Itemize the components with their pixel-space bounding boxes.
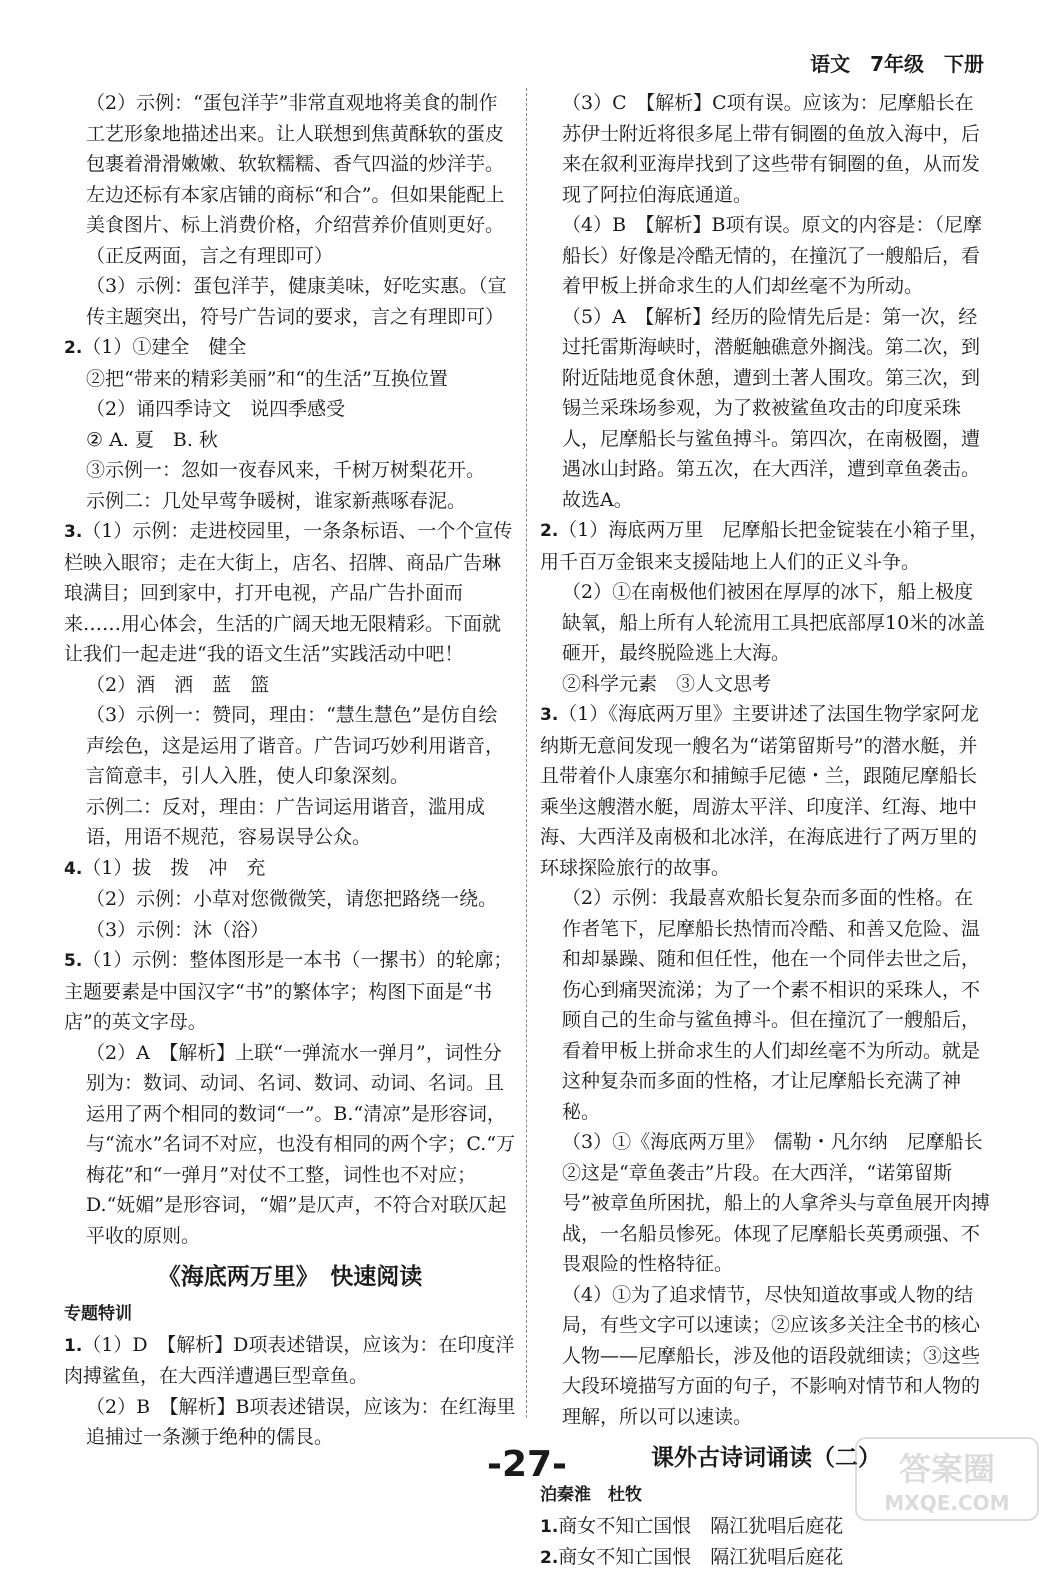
answer-text: （3）示例：沐（浴） — [86, 918, 270, 941]
answer-text: （1）D 【解析】D项表述错误，应该为：在印度洋肉搏鲨鱼，在大西洋遭遇巨型章鱼。 — [64, 1333, 515, 1387]
answer-text: （3）示例一：赞同，理由：“慧生慧色”是仿自绘声绘色，这是运用了谐音。广告词巧妙利用谐音，言简意丰，引人入胜，使人印象深刻。 — [86, 704, 505, 787]
answer-text: （1）《海底两万里》主要讲述了法国生物学家阿龙纳斯无意间发现一艘名为“诺第留斯号”的潜水艇，并且带着仆人康塞尔和捕鲸手尼德・兰，跟随尼摩船长乘坐这艘潜水艇，周游太平洋、印度洋、红海、地中海、大西洋及南极和北冰洋，在海底进行了两万里的环球探险旅行的故事。 — [540, 703, 979, 879]
answer-text: ② A. 夏 B. 秋 — [86, 428, 218, 451]
answer-paragraph — [540, 883, 992, 1127]
answer-paragraph — [540, 1280, 992, 1433]
answer-paragraph — [64, 455, 516, 486]
right-column — [540, 88, 992, 1574]
answer-text: 示例二：反对，理由：广告词运用谐音，滥用成语，用语不规范，容易误导公众。 — [86, 795, 486, 848]
svg-text:MXQE.COM: MXQE.COM — [884, 1491, 1010, 1515]
answer-text: （4）B 【解析】B项有误。原文的内容是：（尼摩船长）好像是冷酷无情的，在撞沉了一艘船后，看着甲板上拼命求生的人们却丝毫不为所动。 — [562, 214, 983, 297]
section-title: 《海底两万里》 快速阅读 — [157, 1264, 423, 1290]
answer-paragraph — [540, 1127, 992, 1158]
question-item — [64, 853, 516, 885]
answer-text: （1）示例：整体图形是一本书（一摞书）的轮廓；主题要素是中国汉字“书”的繁体字；构图下面是“书店”的英文字母。 — [64, 949, 513, 1033]
watermark-logo — [854, 1436, 1040, 1522]
answer-text: ③示例一：忽如一夜春风来，千树万树梨花开。 — [86, 459, 486, 481]
answer-text: （1）海底两万里 尼摩船长把金锭装在小箱子里，用千百万金银来支援陆地上人们的正义斗争。 — [540, 519, 989, 573]
answer-text: （1）①建全 健全 — [82, 336, 247, 358]
question-item — [540, 699, 992, 883]
answer-text: （2）B 【解析】B项表述错误，应该为：在红海里追捕过一条濒于绝种的儒艮。 — [86, 1395, 516, 1448]
answer-text: （2）示例：“蛋包洋芋”非常直观地将美食的制作工艺形象地描述出来。让人联想到焦黄酥软的蛋皮包裹着滑滑嫩嫩、软软糯糯、香气四溢的炒洋芋。左边还标有本家店铺的商标“和合”。但如果能配上美食图片、标上消费价格，介绍营养价值则更好。（正反两面，言之有理即可） — [86, 92, 505, 267]
answer-paragraph — [540, 669, 992, 700]
question-item — [540, 515, 992, 577]
question-number: 5. — [64, 951, 83, 971]
answer-paragraph — [64, 88, 516, 271]
question-number: 1. — [540, 1516, 559, 1537]
answer-text: （4）①为了追求情节，尽快知道故事或人物的结局，有些文字可以速读；②应该多关注全书的核心人物——尼摩船长，涉及他的语段就细读；③这些大段环境描写方面的句子，不影响对情节和人物的理解，所以可以速读。 — [562, 1283, 981, 1428]
svg-text:答案圈: 答案圈 — [898, 1450, 996, 1488]
answer-text: （2）示例：小草对您微微笑，请您把路绕一绕。 — [86, 888, 498, 910]
answer-paragraph — [540, 88, 992, 210]
answer-paragraph — [540, 577, 992, 669]
question-number: 1. — [64, 1335, 83, 1356]
question-number: 4. — [64, 858, 83, 879]
answer-text: 示例二：几处早莺争暖树，谁家新燕啄春泥。 — [86, 489, 467, 512]
question-number: 3. — [64, 522, 83, 542]
answer-paragraph — [64, 364, 516, 395]
question-item — [64, 516, 516, 670]
question-item — [540, 1542, 992, 1574]
answer-text: （2）酒 洒 蓝 篮 — [86, 673, 270, 696]
answer-text: ②科学元素 ③人文思考 — [562, 672, 772, 695]
answer-paragraph — [64, 271, 516, 332]
answer-paragraph — [64, 425, 516, 456]
answer-paragraph — [540, 210, 992, 302]
question-item — [64, 332, 516, 364]
answer-text: 商女不知亡国恨 隔江犹唱后庭花 — [558, 1546, 844, 1568]
answer-text: ②把“带来的精彩美丽”和“的生活”互换位置 — [86, 367, 448, 390]
answer-paragraph — [64, 792, 516, 853]
section-subtitle: 泊秦淮 杜牧 — [540, 1485, 642, 1505]
answer-paragraph — [64, 884, 516, 915]
page-number: -27- — [487, 1444, 567, 1485]
answer-paragraph — [540, 302, 992, 516]
question-item — [64, 1330, 516, 1392]
answer-text: （2）A 【解析】上联“一弹流水一弹月”，词性分别为：数词、动词、名词、数词、动词、名词。且运用了两个相同的数词“一”。B.“清凉”是形容词，与“流水”名词不对应，也没有相同的两个字；C.“万梅花”和“一弹月”对仗不工整，词性也不对应；D.“妩媚”是形容词，“媚”是仄声，不符合对联仄起平收的原则。 — [86, 1041, 516, 1247]
answer-text: （5）A 【解析】经历的险情先后是：第一次，经过托雷斯海峡时，潜艇触礁意外搁浅。第二次，到附近陆地觅食休憩，遭到土著人围攻。第三次，到锡兰采珠场参观，为了救被鲨鱼攻击的印度采珠人，尼摩船长与鲨鱼搏斗。第四次，在南极圈，遭遇冰山封路。第五次，在大西洋，遭到章鱼袭击。故选A。 — [562, 305, 981, 511]
answer-text: （2）①在南极他们被困在厚厚的冰下，船上极度缺氧，船上所有人轮流用工具把底部厚10米的冰盖砸开，最终脱险逃上大海。 — [562, 581, 986, 664]
answer-text: （3）①《海底两万里》 儒勒・凡尔纳 尼摩船长 — [562, 1131, 983, 1153]
answer-text: （3）C 【解析】C项有误。应该为：尼摩船长在苏伊士附近将很多尾上带有铜圈的鱼放入海中，后来在叙利亚海岸找到了这些带有铜圈的鱼，从而发现了阿拉伯海底通道。 — [562, 92, 981, 206]
answer-text: （1）示例：走进校园里，一条条标语、一个个宣传栏映入眼帘；走在大街上，店名、招牌、商品广告琳琅满目；回到家中，打开电视，产品广告扑面而来……用心体会，生活的广阔天地无限精彩。下面就让我们一起走进“我的语文生活”实践活动中吧！ — [64, 520, 513, 665]
question-number: 2. — [64, 338, 83, 358]
question-number: 3. — [540, 705, 559, 725]
answer-paragraph — [64, 915, 516, 946]
answer-paragraph — [540, 1158, 992, 1280]
answer-text: 商女不知亡国恨 隔江犹唱后庭花 — [558, 1514, 844, 1537]
answer-text: ②这是“章鱼袭击”片段。在大西洋，“诺第留斯号”被章鱼所困扰，船上的人拿斧头与章鱼展开肉搏战，一名船员惨死。体现了尼摩船长英勇顽强、不畏艰险的性格特征。 — [562, 1161, 990, 1275]
answer-text: （1）拔 拨 冲 充 — [82, 856, 266, 879]
answer-paragraph — [64, 670, 516, 701]
answer-text: （2）诵四季诗文 说四季感受 — [86, 398, 346, 420]
column-divider — [526, 88, 527, 1418]
left-column — [64, 88, 516, 1453]
answer-paragraph — [64, 700, 516, 792]
answer-paragraph — [64, 1038, 516, 1252]
section-title: 课外古诗词诵读（二） — [651, 1445, 881, 1471]
question-item — [64, 945, 516, 1038]
answer-paragraph — [64, 486, 516, 517]
answer-text: （2）示例：我最喜欢船长复杂而多面的性格。在作者笔下，尼摩船长热情而冷酷、和善又危险、温和却暴躁、随和但任性，他在一个同伴去世之后，伤心到痛哭流涕；为了一个素不相识的采珠人，不顾自己的生命与鲨鱼搏斗。但在撞沉了一艘船后，看着甲板上拼命求生的人们却丝毫不为所动。就是这种复杂而多面的性格，才让尼摩船长充满了神秘。 — [562, 887, 981, 1123]
question-number: 2. — [540, 521, 559, 541]
page-header: 语文 7年级 下册 — [810, 52, 984, 76]
section-subtitle: 专题特训 — [64, 1304, 132, 1324]
answer-paragraph — [64, 394, 516, 425]
answer-text: （3）示例：蛋包洋芋，健康美味，好吃实惠。（宣传主题突出，符号广告词的要求，言之有理即可） — [86, 275, 507, 328]
question-number: 2. — [540, 1548, 559, 1568]
